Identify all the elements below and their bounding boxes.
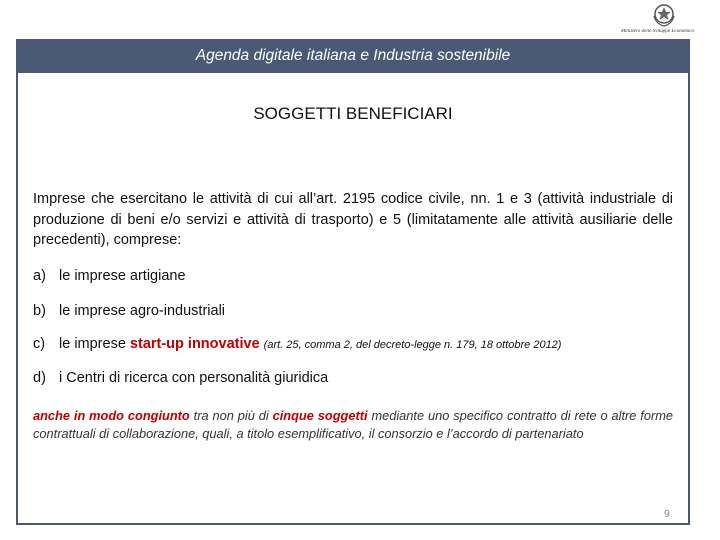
header-banner: Agenda digitale italiana e Industria sostenibile	[16, 39, 690, 73]
list-item-text: i Centri di ricerca con personalità giuridica	[59, 370, 329, 386]
footnote	[33, 407, 673, 443]
list-item-text: le imprese agro-industriali	[59, 303, 226, 319]
list-item-text: le imprese artigiane	[59, 268, 186, 284]
footnote-highlight-2: cinque soggetti	[272, 408, 368, 423]
ministry-name: Ministero dello Sviluppo Economico	[621, 29, 694, 34]
list-item-a	[33, 268, 186, 284]
footnote-text-2: mediante uno specifico contratto di rete o altre forme contrattuali di collaborazione, quali, a titolo esemplificativo, il consorzio e l’accordo di partenariato	[33, 408, 674, 441]
list-marker: b)	[33, 303, 46, 319]
footnote-highlight-1: anche in modo congiunto	[33, 408, 190, 423]
list-marker: c)	[33, 336, 46, 352]
emblem-icon	[648, 2, 680, 28]
intro-paragraph: Imprese che esercitano le attività di cui all’art. 2195 codice civile, nn. 1 e 3 (attività industriale di produzione di beni e/o servizi e attività di trasporto) e 5 (limitatamente alle attività ausiliarie delle precedenti), comprese:	[33, 191, 673, 248]
legal-reference: (art. 25, comma 2, del decreto-legge n. 179, 18 ottobre 2012)	[263, 339, 562, 351]
list-item-b	[33, 303, 225, 319]
list-marker: d)	[33, 370, 46, 386]
highlight-text: start-up innovative	[129, 336, 260, 352]
page-number: 9	[664, 508, 670, 520]
footnote-text-1: tra non più di	[189, 408, 273, 423]
list-item-c	[33, 336, 561, 352]
list-item-d	[33, 370, 328, 386]
list-item-text: le imprese	[59, 336, 130, 352]
list-marker: a)	[33, 268, 46, 284]
page-title: SOGGETTI BENEFICIARI	[253, 104, 453, 123]
